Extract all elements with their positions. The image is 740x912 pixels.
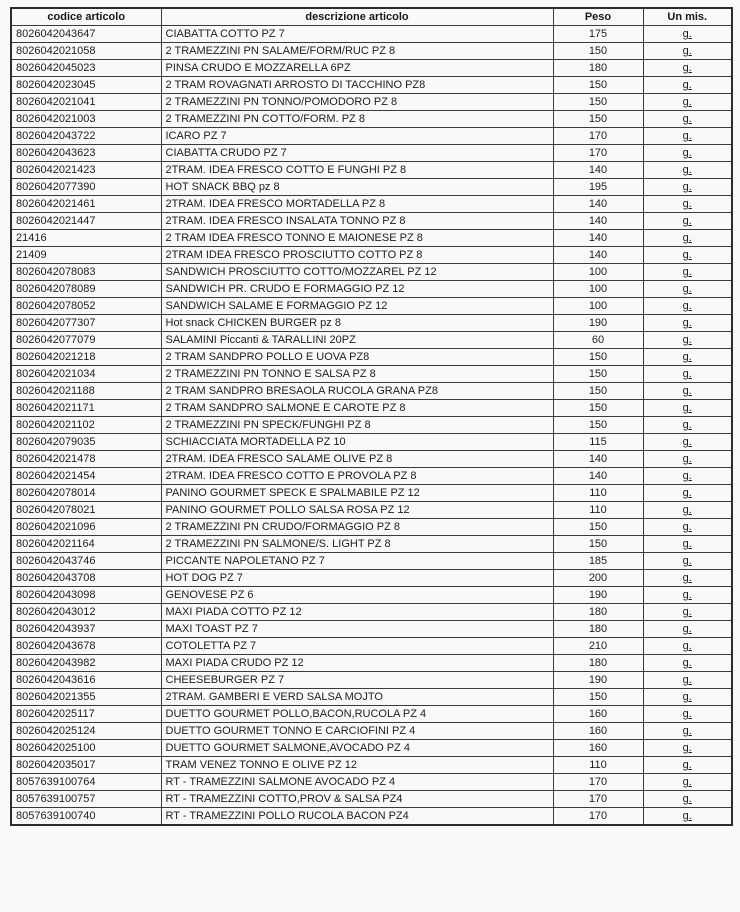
cell-un-mis: g. bbox=[643, 60, 732, 77]
cell-un-mis: g. bbox=[643, 451, 732, 468]
table-row bbox=[11, 179, 732, 196]
table-row bbox=[11, 145, 732, 162]
cell-peso: 180 bbox=[553, 655, 643, 672]
cell-codice-articolo: 8026042021423 bbox=[11, 162, 161, 179]
cell-descrizione-articolo: SANDWICH SALAME E FORMAGGIO PZ 12 bbox=[161, 298, 553, 315]
cell-descrizione-articolo: ICARO PZ 7 bbox=[161, 128, 553, 145]
cell-descrizione-articolo: SALAMINI Piccanti & TARALLINI 20PZ bbox=[161, 332, 553, 349]
cell-codice-articolo: 8026042043623 bbox=[11, 145, 161, 162]
cell-peso: 195 bbox=[553, 179, 643, 196]
table-row bbox=[11, 43, 732, 60]
cell-codice-articolo: 21416 bbox=[11, 230, 161, 247]
table-row bbox=[11, 77, 732, 94]
article-table-header bbox=[11, 8, 732, 26]
cell-un-mis: g. bbox=[643, 723, 732, 740]
cell-descrizione-articolo: CIABATTA COTTO PZ 7 bbox=[161, 26, 553, 43]
cell-descrizione-articolo: MAXI TOAST PZ 7 bbox=[161, 621, 553, 638]
cell-peso: 110 bbox=[553, 485, 643, 502]
cell-codice-articolo: 8026042043937 bbox=[11, 621, 161, 638]
table-row bbox=[11, 213, 732, 230]
article-table-body bbox=[11, 26, 732, 826]
cell-un-mis: g. bbox=[643, 808, 732, 826]
cell-un-mis: g. bbox=[643, 417, 732, 434]
table-row bbox=[11, 706, 732, 723]
cell-peso: 200 bbox=[553, 570, 643, 587]
cell-peso: 150 bbox=[553, 400, 643, 417]
cell-codice-articolo: 8026042021171 bbox=[11, 400, 161, 417]
cell-codice-articolo: 8026042021164 bbox=[11, 536, 161, 553]
cell-un-mis: g. bbox=[643, 740, 732, 757]
table-row bbox=[11, 230, 732, 247]
cell-codice-articolo: 8026042021461 bbox=[11, 196, 161, 213]
table-row bbox=[11, 621, 732, 638]
cell-descrizione-articolo: SANDWICH PR. CRUDO E FORMAGGIO PZ 12 bbox=[161, 281, 553, 298]
cell-peso: 190 bbox=[553, 672, 643, 689]
cell-un-mis: g. bbox=[643, 196, 732, 213]
cell-peso: 140 bbox=[553, 213, 643, 230]
cell-codice-articolo: 8026042021096 bbox=[11, 519, 161, 536]
cell-un-mis: g. bbox=[643, 502, 732, 519]
cell-descrizione-articolo: TRAM VENEZ TONNO E OLIVE PZ 12 bbox=[161, 757, 553, 774]
cell-un-mis: g. bbox=[643, 757, 732, 774]
cell-descrizione-articolo: 2 TRAMEZZINI PN SALMONE/S. LIGHT PZ 8 bbox=[161, 536, 553, 553]
cell-peso: 190 bbox=[553, 315, 643, 332]
cell-un-mis: g. bbox=[643, 213, 732, 230]
header-peso: Peso bbox=[553, 8, 643, 26]
cell-descrizione-articolo: 2 TRAMEZZINI PN TONNO E SALSA PZ 8 bbox=[161, 366, 553, 383]
cell-descrizione-articolo: 2TRAM. IDEA FRESCO INSALATA TONNO PZ 8 bbox=[161, 213, 553, 230]
cell-descrizione-articolo: RT - TRAMEZZINI COTTO,PROV & SALSA PZ4 bbox=[161, 791, 553, 808]
cell-peso: 210 bbox=[553, 638, 643, 655]
cell-un-mis: g. bbox=[643, 434, 732, 451]
cell-codice-articolo: 8026042043098 bbox=[11, 587, 161, 604]
cell-codice-articolo: 8026042023045 bbox=[11, 77, 161, 94]
cell-codice-articolo: 8026042043982 bbox=[11, 655, 161, 672]
cell-descrizione-articolo: HOT DOG PZ 7 bbox=[161, 570, 553, 587]
cell-peso: 180 bbox=[553, 604, 643, 621]
cell-codice-articolo: 8026042021034 bbox=[11, 366, 161, 383]
table-row bbox=[11, 723, 732, 740]
cell-descrizione-articolo: 2TRAM. IDEA FRESCO COTTO E FUNGHI PZ 8 bbox=[161, 162, 553, 179]
cell-descrizione-articolo: HOT SNACK BBQ pz 8 bbox=[161, 179, 553, 196]
table-row bbox=[11, 94, 732, 111]
cell-codice-articolo: 8026042021447 bbox=[11, 213, 161, 230]
cell-peso: 100 bbox=[553, 281, 643, 298]
cell-codice-articolo: 8026042025117 bbox=[11, 706, 161, 723]
cell-descrizione-articolo: PINSA CRUDO E MOZZARELLA 6PZ bbox=[161, 60, 553, 77]
cell-un-mis: g. bbox=[643, 230, 732, 247]
table-row bbox=[11, 349, 732, 366]
cell-un-mis: g. bbox=[643, 638, 732, 655]
cell-descrizione-articolo: Hot snack CHICKEN BURGER pz 8 bbox=[161, 315, 553, 332]
cell-descrizione-articolo: 2 TRAMEZZINI PN CRUDO/FORMAGGIO PZ 8 bbox=[161, 519, 553, 536]
cell-un-mis: g. bbox=[643, 315, 732, 332]
cell-un-mis: g. bbox=[643, 26, 732, 43]
cell-peso: 170 bbox=[553, 808, 643, 826]
cell-descrizione-articolo: MAXI PIADA COTTO PZ 12 bbox=[161, 604, 553, 621]
table-row bbox=[11, 485, 732, 502]
cell-descrizione-articolo: PANINO GOURMET SPECK E SPALMABILE PZ 12 bbox=[161, 485, 553, 502]
cell-un-mis: g. bbox=[643, 468, 732, 485]
cell-codice-articolo: 8026042043722 bbox=[11, 128, 161, 145]
header-codice-articolo: codice articolo bbox=[11, 8, 161, 26]
cell-codice-articolo: 8026042077307 bbox=[11, 315, 161, 332]
cell-peso: 175 bbox=[553, 26, 643, 43]
cell-descrizione-articolo: 2 TRAM SANDPRO BRESAOLA RUCOLA GRANA PZ8 bbox=[161, 383, 553, 400]
cell-descrizione-articolo: 2TRAM IDEA FRESCO PROSCIUTTO COTTO PZ 8 bbox=[161, 247, 553, 264]
cell-peso: 150 bbox=[553, 94, 643, 111]
cell-codice-articolo: 8026042021188 bbox=[11, 383, 161, 400]
cell-descrizione-articolo: 2 TRAM IDEA FRESCO TONNO E MAIONESE PZ 8 bbox=[161, 230, 553, 247]
cell-codice-articolo: 8026042021454 bbox=[11, 468, 161, 485]
table-row bbox=[11, 332, 732, 349]
cell-peso: 170 bbox=[553, 791, 643, 808]
table-row bbox=[11, 740, 732, 757]
cell-codice-articolo: 8026042021478 bbox=[11, 451, 161, 468]
cell-un-mis: g. bbox=[643, 332, 732, 349]
cell-codice-articolo: 8026042021102 bbox=[11, 417, 161, 434]
cell-peso: 60 bbox=[553, 332, 643, 349]
cell-codice-articolo: 8026042025124 bbox=[11, 723, 161, 740]
cell-descrizione-articolo: PANINO GOURMET POLLO SALSA ROSA PZ 12 bbox=[161, 502, 553, 519]
cell-descrizione-articolo: 2TRAM. IDEA FRESCO MORTADELLA PZ 8 bbox=[161, 196, 553, 213]
cell-peso: 140 bbox=[553, 196, 643, 213]
cell-peso: 140 bbox=[553, 468, 643, 485]
cell-descrizione-articolo: SANDWICH PROSCIUTTO COTTO/MOZZAREL PZ 12 bbox=[161, 264, 553, 281]
table-row bbox=[11, 162, 732, 179]
cell-codice-articolo: 8026042021041 bbox=[11, 94, 161, 111]
table-row bbox=[11, 26, 732, 43]
cell-un-mis: g. bbox=[643, 111, 732, 128]
table-row bbox=[11, 128, 732, 145]
table-row bbox=[11, 655, 732, 672]
cell-codice-articolo: 8026042077079 bbox=[11, 332, 161, 349]
cell-descrizione-articolo: 2 TRAM SANDPRO SALMONE E CAROTE PZ 8 bbox=[161, 400, 553, 417]
cell-codice-articolo: 8057639100757 bbox=[11, 791, 161, 808]
cell-un-mis: g. bbox=[643, 485, 732, 502]
cell-descrizione-articolo: GENOVESE PZ 6 bbox=[161, 587, 553, 604]
cell-un-mis: g. bbox=[643, 77, 732, 94]
cell-codice-articolo: 8026042043678 bbox=[11, 638, 161, 655]
cell-codice-articolo: 8026042043616 bbox=[11, 672, 161, 689]
cell-peso: 150 bbox=[553, 366, 643, 383]
cell-peso: 115 bbox=[553, 434, 643, 451]
cell-codice-articolo: 8026042078014 bbox=[11, 485, 161, 502]
cell-codice-articolo: 8026042078083 bbox=[11, 264, 161, 281]
cell-un-mis: g. bbox=[643, 553, 732, 570]
cell-descrizione-articolo: SCHIACCIATA MORTADELLA PZ 10 bbox=[161, 434, 553, 451]
cell-descrizione-articolo: COTOLETTA PZ 7 bbox=[161, 638, 553, 655]
header-un-mis: Un mis. bbox=[643, 8, 732, 26]
cell-un-mis: g. bbox=[643, 247, 732, 264]
cell-peso: 140 bbox=[553, 230, 643, 247]
cell-un-mis: g. bbox=[643, 604, 732, 621]
cell-un-mis: g. bbox=[643, 536, 732, 553]
cell-un-mis: g. bbox=[643, 706, 732, 723]
cell-peso: 110 bbox=[553, 502, 643, 519]
cell-peso: 150 bbox=[553, 349, 643, 366]
cell-descrizione-articolo: DUETTO GOURMET POLLO,BACON,RUCOLA PZ 4 bbox=[161, 706, 553, 723]
cell-peso: 150 bbox=[553, 43, 643, 60]
cell-peso: 150 bbox=[553, 536, 643, 553]
cell-descrizione-articolo: 2 TRAMEZZINI PN SALAME/FORM/RUC PZ 8 bbox=[161, 43, 553, 60]
table-row bbox=[11, 264, 732, 281]
cell-peso: 140 bbox=[553, 451, 643, 468]
table-row bbox=[11, 315, 732, 332]
cell-peso: 150 bbox=[553, 519, 643, 536]
table-row bbox=[11, 383, 732, 400]
table-row bbox=[11, 553, 732, 570]
cell-peso: 140 bbox=[553, 247, 643, 264]
table-row bbox=[11, 672, 732, 689]
cell-codice-articolo: 8026042021355 bbox=[11, 689, 161, 706]
table-row bbox=[11, 468, 732, 485]
table-row bbox=[11, 247, 732, 264]
article-table bbox=[10, 7, 733, 826]
cell-codice-articolo: 8026042078089 bbox=[11, 281, 161, 298]
table-row bbox=[11, 587, 732, 604]
cell-un-mis: g. bbox=[643, 366, 732, 383]
cell-codice-articolo: 8026042043746 bbox=[11, 553, 161, 570]
cell-codice-articolo: 8026042043647 bbox=[11, 26, 161, 43]
cell-codice-articolo: 21409 bbox=[11, 247, 161, 264]
cell-codice-articolo: 8026042035017 bbox=[11, 757, 161, 774]
cell-codice-articolo: 8057639100740 bbox=[11, 808, 161, 826]
table-row bbox=[11, 604, 732, 621]
cell-codice-articolo: 8026042045023 bbox=[11, 60, 161, 77]
cell-un-mis: g. bbox=[643, 587, 732, 604]
table-row bbox=[11, 757, 732, 774]
cell-un-mis: g. bbox=[643, 162, 732, 179]
cell-peso: 190 bbox=[553, 587, 643, 604]
table-row bbox=[11, 417, 732, 434]
cell-peso: 150 bbox=[553, 689, 643, 706]
table-row bbox=[11, 60, 732, 77]
cell-un-mis: g. bbox=[643, 383, 732, 400]
cell-peso: 140 bbox=[553, 162, 643, 179]
cell-codice-articolo: 8026042021003 bbox=[11, 111, 161, 128]
cell-peso: 150 bbox=[553, 383, 643, 400]
cell-un-mis: g. bbox=[643, 281, 732, 298]
cell-un-mis: g. bbox=[643, 655, 732, 672]
cell-peso: 150 bbox=[553, 77, 643, 94]
table-row bbox=[11, 400, 732, 417]
table-row bbox=[11, 111, 732, 128]
header-descrizione-articolo: descrizione articolo bbox=[161, 8, 553, 26]
cell-un-mis: g. bbox=[643, 43, 732, 60]
cell-descrizione-articolo: 2 TRAMEZZINI PN SPECK/FUNGHI PZ 8 bbox=[161, 417, 553, 434]
cell-un-mis: g. bbox=[643, 519, 732, 536]
cell-descrizione-articolo: MAXI PIADA CRUDO PZ 12 bbox=[161, 655, 553, 672]
cell-descrizione-articolo: 2 TRAM ROVAGNATI ARROSTO DI TACCHINO PZ8 bbox=[161, 77, 553, 94]
cell-codice-articolo: 8026042021058 bbox=[11, 43, 161, 60]
cell-peso: 100 bbox=[553, 298, 643, 315]
table-row bbox=[11, 808, 732, 826]
table-row bbox=[11, 638, 732, 655]
cell-descrizione-articolo: CHEESEBURGER PZ 7 bbox=[161, 672, 553, 689]
cell-peso: 170 bbox=[553, 145, 643, 162]
cell-descrizione-articolo: CIABATTA CRUDO PZ 7 bbox=[161, 145, 553, 162]
cell-descrizione-articolo: DUETTO GOURMET TONNO E CARCIOFINI PZ 4 bbox=[161, 723, 553, 740]
cell-codice-articolo: 8026042079035 bbox=[11, 434, 161, 451]
cell-codice-articolo: 8026042043708 bbox=[11, 570, 161, 587]
cell-peso: 100 bbox=[553, 264, 643, 281]
table-row bbox=[11, 570, 732, 587]
cell-un-mis: g. bbox=[643, 774, 732, 791]
cell-peso: 180 bbox=[553, 621, 643, 638]
table-row bbox=[11, 502, 732, 519]
cell-un-mis: g. bbox=[643, 672, 732, 689]
table-row bbox=[11, 196, 732, 213]
table-row bbox=[11, 774, 732, 791]
header-row bbox=[11, 8, 732, 26]
cell-codice-articolo: 8026042077390 bbox=[11, 179, 161, 196]
cell-descrizione-articolo: 2TRAM. IDEA FRESCO SALAME OLIVE PZ 8 bbox=[161, 451, 553, 468]
cell-un-mis: g. bbox=[643, 570, 732, 587]
cell-peso: 180 bbox=[553, 60, 643, 77]
table-row bbox=[11, 366, 732, 383]
cell-descrizione-articolo: 2 TRAMEZZINI PN COTTO/FORM. PZ 8 bbox=[161, 111, 553, 128]
cell-descrizione-articolo: RT - TRAMEZZINI POLLO RUCOLA BACON PZ4 bbox=[161, 808, 553, 826]
cell-descrizione-articolo: DUETTO GOURMET SALMONE,AVOCADO PZ 4 bbox=[161, 740, 553, 757]
table-row bbox=[11, 689, 732, 706]
table-row bbox=[11, 281, 732, 298]
cell-descrizione-articolo: 2TRAM. GAMBERI E VERD SALSA MOJTO bbox=[161, 689, 553, 706]
cell-un-mis: g. bbox=[643, 791, 732, 808]
cell-un-mis: g. bbox=[643, 128, 732, 145]
cell-peso: 160 bbox=[553, 706, 643, 723]
cell-peso: 150 bbox=[553, 417, 643, 434]
cell-peso: 110 bbox=[553, 757, 643, 774]
table-row bbox=[11, 519, 732, 536]
table-row bbox=[11, 298, 732, 315]
cell-peso: 170 bbox=[553, 128, 643, 145]
cell-descrizione-articolo: 2TRAM. IDEA FRESCO COTTO E PROVOLA PZ 8 bbox=[161, 468, 553, 485]
cell-codice-articolo: 8026042021218 bbox=[11, 349, 161, 366]
cell-peso: 185 bbox=[553, 553, 643, 570]
cell-descrizione-articolo: 2 TRAM SANDPRO POLLO E UOVA PZ8 bbox=[161, 349, 553, 366]
table-row bbox=[11, 791, 732, 808]
cell-un-mis: g. bbox=[643, 179, 732, 196]
cell-codice-articolo: 8026042043012 bbox=[11, 604, 161, 621]
cell-codice-articolo: 8026042078021 bbox=[11, 502, 161, 519]
cell-un-mis: g. bbox=[643, 621, 732, 638]
cell-un-mis: g. bbox=[643, 400, 732, 417]
cell-codice-articolo: 8057639100764 bbox=[11, 774, 161, 791]
cell-un-mis: g. bbox=[643, 349, 732, 366]
cell-descrizione-articolo: RT - TRAMEZZINI SALMONE AVOCADO PZ 4 bbox=[161, 774, 553, 791]
table-row bbox=[11, 451, 732, 468]
cell-un-mis: g. bbox=[643, 298, 732, 315]
cell-peso: 160 bbox=[553, 723, 643, 740]
cell-un-mis: g. bbox=[643, 689, 732, 706]
cell-descrizione-articolo: 2 TRAMEZZINI PN TONNO/POMODORO PZ 8 bbox=[161, 94, 553, 111]
cell-un-mis: g. bbox=[643, 94, 732, 111]
cell-un-mis: g. bbox=[643, 145, 732, 162]
table-row bbox=[11, 536, 732, 553]
table-row bbox=[11, 434, 732, 451]
cell-peso: 160 bbox=[553, 740, 643, 757]
cell-codice-articolo: 8026042025100 bbox=[11, 740, 161, 757]
cell-un-mis: g. bbox=[643, 264, 732, 281]
cell-codice-articolo: 8026042078052 bbox=[11, 298, 161, 315]
cell-peso: 150 bbox=[553, 111, 643, 128]
cell-peso: 170 bbox=[553, 774, 643, 791]
cell-descrizione-articolo: PICCANTE NAPOLETANO PZ 7 bbox=[161, 553, 553, 570]
